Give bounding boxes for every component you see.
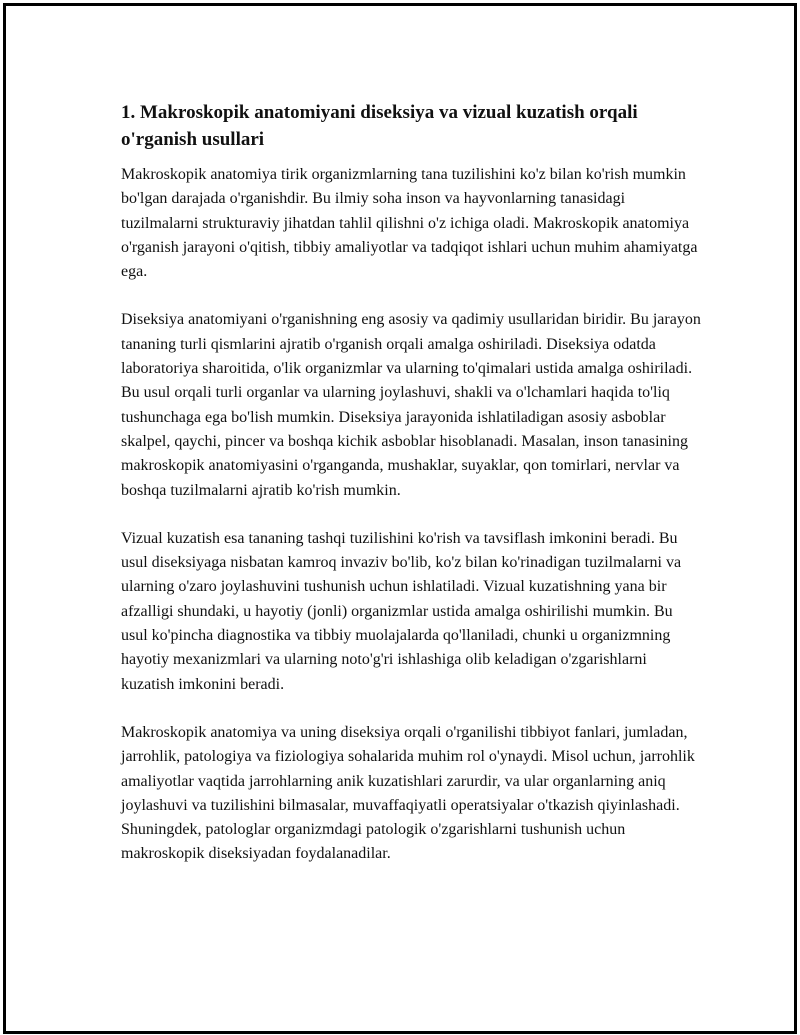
- section-title: 1. Makroskopik anatomiyani diseksiya va vizual kuzatish orqali o'rganish usullari: [121, 102, 638, 150]
- paragraph-2: Diseksiya anatomiyani o'rganishning eng asosiy va qadimiy usullaridan biridir. Bu jarayon tananing turli qismlarini ajratib o'rganish orqali amalga oshiriladi. Diseksiya odatda laboratoriya sharoitida, o'lik organizmlar va ularning to'qimalari ustida amalga oshiriladi. Bu usul orqali turli organlar va ularning joylashuvi, shakli va o'lchamlari haqida to'liq tushunchaga ega bo'lish mumkin. Diseksiya jarayonida ishlatiladigan asosiy asboblar skalpel, qaychi, pincer va boshqa kichik asboblar hisoblanadi. Masalan, inson tanasining makroskopik anatomiyasini o'rganganda, mushaklar, suyaklar, qon tomirlari, nervlar va boshqa tuzilmalarni ajratib ko'rish mumkin.: [121, 311, 701, 499]
- paragraph-4: Makroskopik anatomiya va uning diseksiya orqali o'rganilishi tibbiyot fanlari, jumladan, jarrohlik, patologiya va fiziologiya sohalarida muhim rol o'ynaydi. Misol uchun, jarrohlik amaliyotlar vaqtida jarrohlarning anik kuzatishlari zarurdir, va ular organlarning aniq joylashuvi va tuzilishini bilmasalar, muvaffaqiyatli operatsiyalar o'tkazish qiyinlashadi. Shuningdek, patologlar organizmdagi patologik o'zgarishlarni tushunish uchun makroskopik diseksiyadan foydalanadilar.: [121, 723, 695, 863]
- paragraph-1: Makroskopik anatomiya tirik organizmlarning tana tuzilishini ko'z bilan ko'rish mumkin bo'lgan darajada o'rganishdir. Bu ilmiy soha inson va hayvonlarning tanasidagi tuzilmalarni strukturaviy jihatdan tahlil qilishni o'z ichiga oladi. Makroskopik anatomiya o'rganish jarayoni o'qitish, tibbiy amaliyotlar va tadqiqot ishlari uchun muhim ahamiyatga ega.: [121, 166, 698, 281]
- document-body: [121, 99, 701, 891]
- paragraph-3: Vizual kuzatish esa tananing tashqi tuzilishini ko'rish va tavsiflash imkonini beradi. Bu usul diseksiyaga nisbatan kamroq invaziv bo'lib, ko'z bilan ko'rinadigan tuzilmalarni va ularning o'zaro joylashuvini tushunish uchun ishlatiladi. Vizual kuzatishning yana bir afzalligi shundaki, u hayotiy (jonli) organizmlar ustida amalga oshirilishi mumkin. Bu usul ko'pincha diagnostika va tibbiy muolajalarda qo'llaniladi, chunki u organizmning hayotiy mexanizmlari va ularning noto'g'ri ishlashiga olib keladigan o'zgarishlarni kuzatish imkonini beradi.: [121, 529, 682, 693]
- page-border: [3, 3, 797, 1034]
